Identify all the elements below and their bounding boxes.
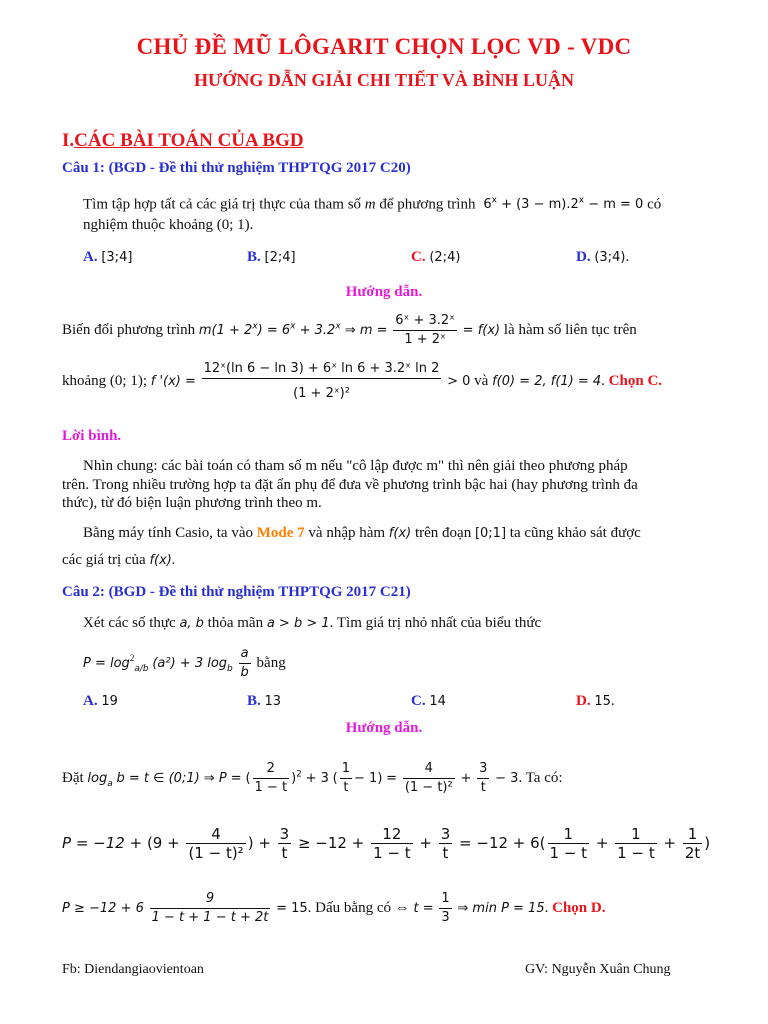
q1-statement-line2: nghiệm thuộc khoảng (0; 1). bbox=[83, 217, 254, 233]
q2-solution-line2: P = −12 + (9 + $\frac{4}{\text{(1 − t)²}}$ ) + $\frac{3}{t}$ ≥ −12 + $\frac{12}{1 - t}$ + $\frac{3}{t}$ = −12 + 6( $\frac{1}{1 - t}$ + $\frac{1}{1 - t}$ + $\frac{1}{2t}$ ) bbox=[62, 825, 711, 862]
q1-derivative-fraction: $\frac{\text{12ˣ(ln 6 − ln 3) + 6ˣ ln 6 + 3.2ˣ ln 2}}{\text{(1 + 2ˣ)²}}$ bbox=[203, 361, 440, 401]
q1-comment-line2: trên. Trong nhiều trường hợp ta đặt ẩn phụ để đưa về phương trình bậc hai (hay phương trình đa bbox=[62, 477, 638, 493]
q1-comment-line1: Nhìn chung: các bài toán có tham số m nếu "cô lập được m" thì nên giải theo phương pháp bbox=[83, 458, 628, 474]
q1-heading bbox=[62, 160, 411, 177]
footer-left: Fb: Diendangiaovientoan bbox=[62, 962, 204, 977]
page-subtitle: HƯỚNG DẪN GIẢI CHI TIẾT VÀ BÌNH LUẬN bbox=[194, 70, 574, 90]
q1-casio-line2: các giá trị của f(x). bbox=[62, 552, 176, 568]
q2-option-c: C. 14 bbox=[411, 693, 446, 709]
q1-comment-heading: Lời bình. bbox=[62, 428, 122, 444]
q1-casio-line1: Bằng máy tính Casio, ta vào Mode 7 và nhập hàm f(x) trên đoạn [0;1] ta cũng khảo sát được bbox=[83, 525, 641, 541]
q2-guide-heading: Hướng dẫn. bbox=[345, 720, 423, 736]
q1-statement-line1 bbox=[83, 190, 661, 216]
q1-solution-line2: khoảng (0; 1); f '(x) = $\frac{\text{12ˣ(ln 6 − ln 3) + 6ˣ ln 6 + 3.2ˣ ln 2}}{\text{(1 + 2ˣ)²}}$ > 0 và f(0) = 2, f(1) = 4. Chọn C. bbox=[62, 361, 663, 401]
q1-var: m bbox=[364, 196, 376, 213]
q2-option-b: B. 13 bbox=[247, 693, 282, 709]
footer-right: GV: Nguyễn Xuân Chung bbox=[525, 962, 671, 977]
q1-source: (BGD - Đề thi thử nghiệm THPTQG 2017 C20) bbox=[108, 160, 411, 176]
q2-solution-line1: Đặt $\log_a b = t$ ∈ (0;1) ⇒ P = ( $\frac{2}{1 - t}$ )$^2$ + 3 ( $\frac{1}{t}$ − 1) = $\frac{4}{\text{(1 − t)²}}$ + $\frac{3}{t}$ − 3. Ta có: bbox=[62, 761, 563, 796]
q1-fraction: $\frac{\text{6ˣ + 3.2ˣ}}{\text{1 + 2ˣ}}$ bbox=[395, 313, 455, 347]
q1-equation: $6^x + (3 - m).2^x - m = 0$ bbox=[483, 196, 644, 213]
q1-option-b: B. [2;4] bbox=[247, 249, 296, 265]
q2-option-d: D. 15. bbox=[576, 693, 615, 709]
page-title: CHỦ ĐỀ MŨ LÔGARIT CHỌN LỌC VD - VDC bbox=[136, 34, 632, 59]
q2-statement-line1: Xét các số thực a, b thỏa mãn a > b > 1. Tìm giá trị nhỏ nhất của biểu thức bbox=[83, 615, 542, 631]
q2-source: (BGD - Đề thi thử nghiệm THPTQG 2017 C21) bbox=[108, 584, 411, 600]
q2-ineq-fraction: $\frac{9}{1 - t + 1 - t + 2t}$ bbox=[151, 891, 269, 925]
q2-label: Câu 2: bbox=[62, 584, 105, 600]
q2-fraction: $\frac{a}{b}$ bbox=[240, 646, 249, 680]
q2-expression: $P = \log^2_{a/b} (a^2) + 3$ $\log_b$ $\frac{a}{b}$ bằng bbox=[83, 646, 286, 680]
q1-option-d: D. (3;4). bbox=[576, 249, 630, 265]
q2-answer: Chọn D. bbox=[552, 899, 606, 916]
q2-heading bbox=[62, 584, 411, 601]
section-heading bbox=[62, 130, 304, 152]
q1-label: Câu 1: bbox=[62, 160, 105, 176]
q1-guide-heading: Hướng dẫn. bbox=[345, 284, 423, 300]
section-number: I. bbox=[62, 130, 75, 151]
q1-comment-line3: thức), từ đó biện luận phương trình theo m. bbox=[62, 495, 322, 511]
q2-solution-line3: P ≥ −12 + 6 $\frac{9}{1 - t + 1 - t + 2t}$ = 15. Dấu bằng có ⇔ t = $\frac{1}{3}$ ⇒ min P = 15. Chọn D. bbox=[62, 891, 606, 925]
q1-option-a: A. [3;4] bbox=[83, 249, 133, 265]
q1-option-c: C. (2;4) bbox=[411, 249, 461, 265]
q1-text: Tìm tập hợp tất cả các giá trị thực của tham số bbox=[83, 196, 362, 213]
q1-answer: Chọn C. bbox=[608, 372, 663, 389]
q1-text: để phương trình bbox=[379, 196, 476, 213]
q1-text: có bbox=[647, 196, 662, 213]
q2-option-a: A. 19 bbox=[83, 693, 118, 709]
q1-solution-line1: Biến đổi phương trình $m(1 + 2^x) = 6^x + 3.2^x$ ⇒ m = $\frac{\text{6ˣ + 3.2ˣ}}{\text{1 + 2ˣ}}$ = f(x) là hàm số liên tục trên bbox=[62, 313, 637, 347]
section-title: CÁC BÀI TOÁN CỦA BGD bbox=[74, 130, 304, 151]
casio-mode: Mode 7 bbox=[256, 525, 305, 541]
